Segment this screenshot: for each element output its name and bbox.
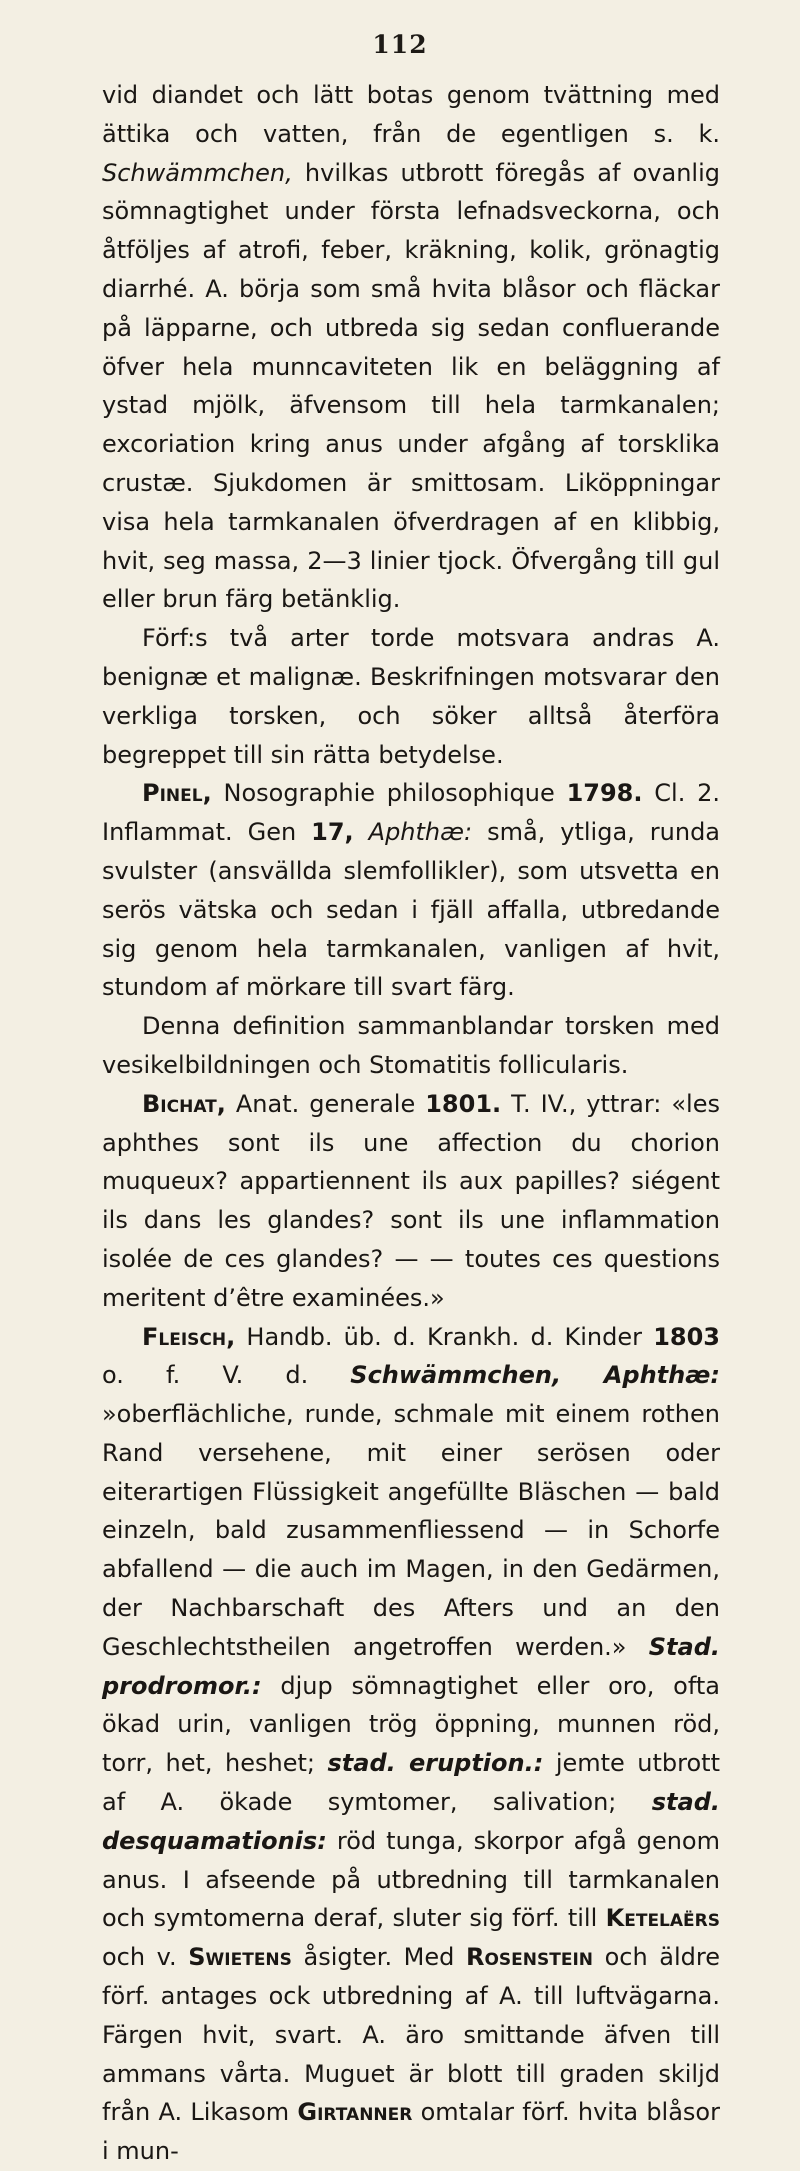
text-run: vid diandet och lätt botas genom tvättning med ättika och vatten, från de egentligen s. k. [102,81,720,148]
text-run: och äldre förf. antages ock utbredning af A. till luftvägarna. Färgen hvit, svart. A. äro smittande äfven till ammans vårta. Muguet är blott till graden skiljd från A. Likasom [102,1943,720,2126]
paragraph-5 [102,1085,720,1318]
italic-term: Aphthæ: [369,818,472,846]
author-name: Rosenstein [466,1943,593,1971]
genus-number: 17, [311,818,354,846]
text-run: Cl. 2. Inflammat. Gen [102,779,720,846]
author-name: Pinel, [142,779,212,807]
text-run: T. IV., yttrar: «les aphthes sont ils une affection du chorion muqueux? appartiennent ils aux papilles? siégent ils dans les glandes? sont ils une inflammation isolée de ces glandes? — — toutes ces questions meritent d’être examinées.» [102,1090,720,1312]
text-run: Denna definition sammanblandar torsken med vesikelbildningen och Stomatitis follicularis. [102,1012,720,1079]
author-name: Swietens [188,1943,292,1971]
body-text [102,76,720,2171]
italic-term: Stad. prodromor.: [102,1633,720,1700]
paragraph-6 [102,1318,720,2171]
italic-term: Schwämmchen, [102,159,293,187]
italic-term: Schwämmchen, Aphthæ: [350,1361,720,1389]
text-run: Handb. üb. d. Krankh. d. Kinder [235,1323,653,1351]
year: 1801. [425,1090,501,1118]
italic-term: stad. eruption.: [327,1749,543,1777]
text-run: Förf:s två arter torde motsvara andras A. benignæ et malignæ. Beskrifningen motsvarar den verkliga torsken, och söker alltså återföra begreppet till sin rätta betydelse. [102,624,720,768]
year: 1798. [567,779,643,807]
text-run [354,818,369,846]
text-run: små, ytliga, runda svulster (ansvällda slemfollikler), som utsvetta en serös vätska och sedan i fjäll affalla, utbredande sig genom hela tarmkanalen, vanligen af hvit, stundom af mörkare till svart färg. [102,818,720,1001]
text-run: omtalar förf. hvita blåsor i mun- [102,2098,720,2165]
italic-term: stad. desquamationis: [102,1788,720,1855]
text-run: och v. [102,1943,188,1971]
author-name: Bichat, [142,1090,226,1118]
paragraph-3 [102,774,720,1007]
text-run: åsigter. Med [292,1943,466,1971]
text-run: Nosographie philosophique [212,779,567,807]
page-number: 112 [0,30,800,59]
paragraph-2 [102,619,720,774]
author-name: Fleisch, [142,1323,235,1351]
text-run: röd tunga, skorpor afgå genom anus. I afseende på utbredning till tarmkanalen och symtomerna deraf, sluter sig förf. till [102,1827,720,1933]
text-run: »oberflächliche, runde, schmale mit einem rothen Rand versehene, mit einer serösen oder eiterartigen Flüssigkeit angefüllte Bläschen — bald einzeln, bald zusammenfliessend — in Schorfe abfallend — die auch im Magen, in den Gedärmen, der Nachbarschaft des Afters und an den Geschlechtstheilen angetroffen werden.» [102,1400,720,1661]
text-run: Anat. generale [226,1090,425,1118]
paragraph-1 [102,76,720,619]
text-run: djup sömnagtighet eller oro, ofta ökad urin, vanligen trög öppning, munnen röd, torr, het, heshet; [102,1672,720,1778]
year: 1803 [653,1323,720,1351]
author-name: Ketelaërs [606,1904,720,1932]
text-run: o. f. V. d. [102,1361,350,1389]
text-run: hvilkas utbrott föregås af ovanlig sömnagtighet under första lefnadsveckorna, och åtföljes af atrofi, feber, kräkning, kolik, grönagtig diarrhé. A. börja som små hvita blåsor och fläckar på läpparne, och utbreda sig sedan confluerande öfver hela munncaviteten lik en beläggning af ystad mjölk, äfvensom till hela tarmkanalen; excoriation kring anus under afgång af torsklika crustæ. Sjukdomen är smittosam. Liköppningar visa hela tarmkanalen öfverdragen af en klibbig, hvit, seg massa, 2—3 linier tjock. Öfvergång till gul eller brun färg betänklig. [102,159,720,614]
paragraph-4 [102,1007,720,1085]
text-run: jemte utbrott af A. ökade symtomer, salivation; [102,1749,720,1816]
author-name: Girtanner [297,2098,412,2126]
